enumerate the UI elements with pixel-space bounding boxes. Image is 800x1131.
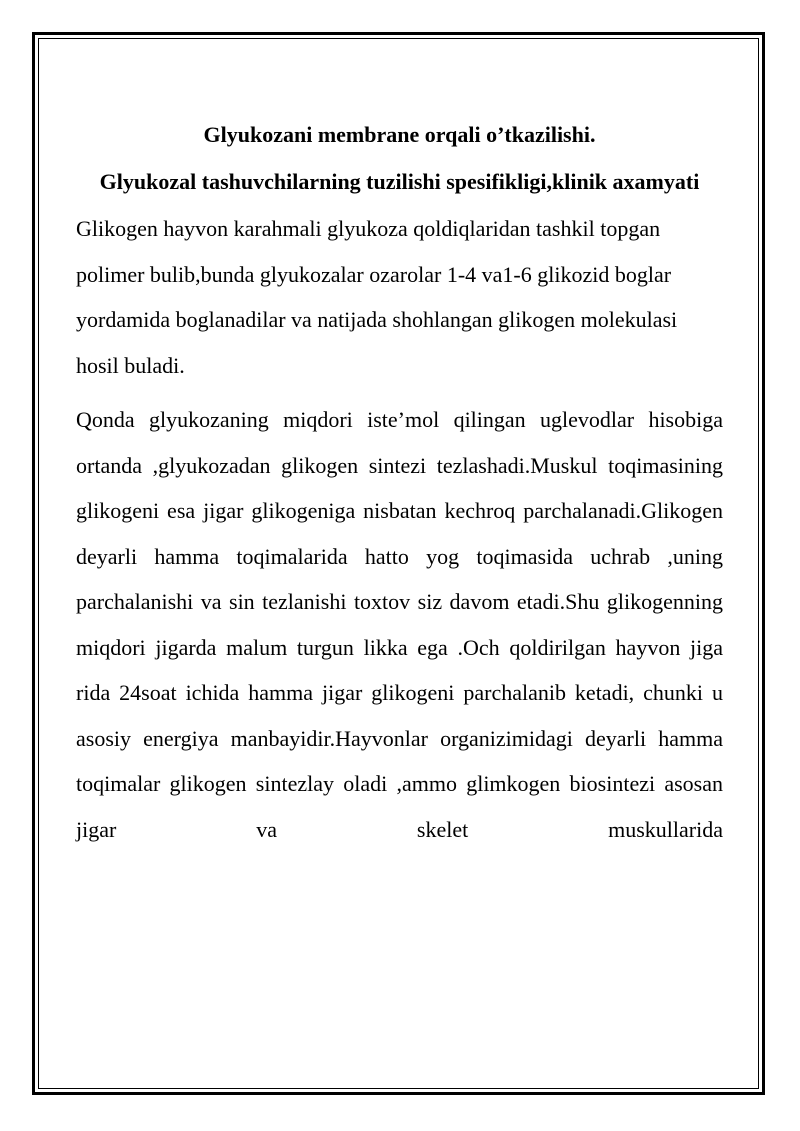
document-title: Glyukozani membrane orqali o’tkazilishi.: [203, 122, 596, 147]
paragraph-glycogen-synthesis: Qonda glyukozaning miqdori iste’mol qilingan uglevodlar hisobiga ortanda ,glyukozadan glikogen sintezi tezlashadi.Muskul toqimasining glikogeni esa jigar glikogeniga nisbatan kechroq parchalanadi.Glikogen deyarli hamma toqimalarida hatto yog toqimasida uchrab ,uning parchalanishi va sin tezlanishi toxtov siz davom etadi.Shu glikogenning miqdori jigarda malum turgun likka ega .Och qoldirilgan hayvon jiga rida 24soat ichida hamma jigar glikogeni parchalanib ketadi, chunki u asosiy energiya manbayidir.Hayvonlar organizimidagi deyarli hamma toqimalar glikogen sintezlay oladi ,ammo glimkogen biosintezi asosan jigar va skelet muskullarida: [76, 407, 723, 842]
document-subtitle: Glyukozal tashuvchilarning tuzilishi spesifikligi,klinik axamyati: [99, 169, 700, 194]
paragraph-glycogen-definition: Glikogen hayvon karahmali glyukoza qoldiqlaridan tashkil topgan polimer bulib,bunda glyukozalar ozarolar 1-4 va1-6 glikozid boglar yordamida boglanadilar va natijada shohlangan glikogen molekulasi hosil buladi.: [76, 216, 678, 378]
document-body: [76, 118, 723, 852]
